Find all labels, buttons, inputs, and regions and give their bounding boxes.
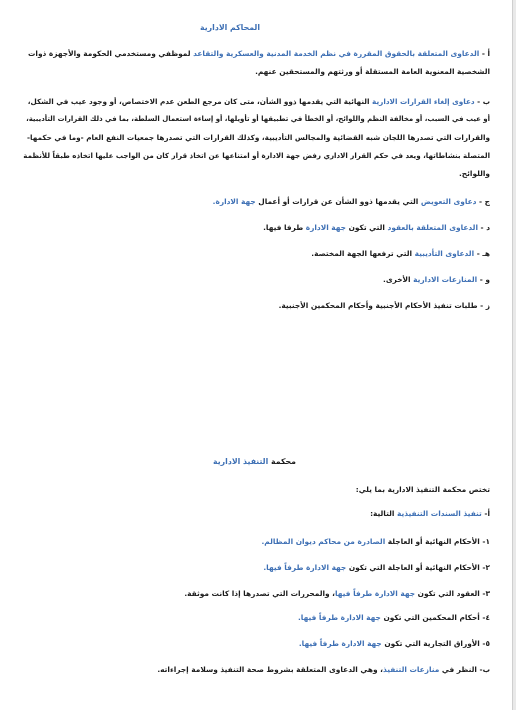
text-run: النهائية التي يقدمها ذوو الشأن، متى كان مرجع الطعن عدم الاختصاص، أو وجود عيب في الشكل،: [27, 97, 373, 106]
highlighted-term: جهة الادارة.: [212, 197, 256, 206]
highlighted-term: الصادرة من محاكم ديوان المظالم.: [261, 537, 386, 546]
section-title-administrative-courts: المحاكم الادارية: [200, 23, 261, 32]
highlighted-term: جهة الادارة طرفاً فيها: [335, 589, 416, 598]
section2-title-link: التنفيذ الادارية: [213, 457, 269, 466]
item-b-line5: واللوائح.: [459, 169, 490, 178]
text-run: التي تكون: [346, 223, 388, 232]
text-run: ب- النظر في: [439, 665, 490, 674]
item-b-line4: المتصلة بنشاطاتها، ويعد في حكم القرار الاداري رفض جهة الادارة أو امتناعها عن اتخاذ قرار كان من الواجب عليها اتخاذه طبقاً للأنظمة: [23, 151, 490, 160]
text-run: التي يقدمها ذوو الشأن عن قرارات أو أعمال: [255, 197, 421, 206]
item-e: [311, 248, 490, 259]
item-a-line2: الشخصية المعنوية العامة المستقلة أو ورثتهم والمستحقين عنهم.: [255, 67, 490, 76]
execution-item-4: [298, 612, 490, 623]
highlighted-term: المنازعات الادارية: [413, 275, 478, 284]
text-run: ١- الأحكام النهائية أو العاجلة: [385, 537, 490, 546]
section2-sub-a: [370, 508, 490, 519]
highlighted-term: الدعاوى المتعلقة بالحقوق المقررة في نظم الخدمة المدنية والعسكرية والتقاعد: [193, 49, 480, 58]
highlighted-term: تنفيذ السندات التنفيذية: [396, 509, 482, 518]
text-run: ٤- أحكام المحكمين التي تكون: [380, 613, 490, 622]
section2-title-prefix: محكمة: [268, 457, 296, 466]
text-run: أ -: [479, 49, 490, 58]
highlighted-term: منازعات التنفيذ: [382, 665, 440, 674]
text-run: و -: [477, 275, 490, 284]
highlighted-term: دعاوى إلغاء القرارات الادارية: [372, 97, 475, 106]
item-d: [263, 222, 490, 233]
text-run: أ-: [481, 509, 490, 518]
text-run: ، والمحررات التي تصدرها إذا كانت موثقة.: [184, 589, 335, 598]
highlighted-term: الدعاوى التأديبية: [414, 249, 475, 258]
highlighted-term: جهة الادارة طرفاً فيها.: [263, 563, 347, 572]
execution-item-5: [299, 638, 490, 649]
text-run: ٢- الأحكام النهائية أو العاجلة التي تكون: [346, 563, 490, 572]
item-b-line1: [28, 96, 490, 107]
item-b-line3: والقرارات التي تصدرها اللجان شبه القضائية والمجالس التأديبية، وكذلك القرارات التي تصدرها جمعيات النفع العام -وما في حكمها-: [27, 133, 490, 142]
text-run: الأخرى.: [383, 275, 414, 284]
text-run: لموظفي ومستخدمي الحكومة والأجهزة ذوات: [28, 49, 194, 58]
text-run: التالية:: [370, 509, 397, 518]
text-run: ز - طلبات تنفيذ الأحكام الأجنبية وأحكام المحكمين الأجنبية.: [278, 301, 490, 310]
highlighted-term: جهة الادارة: [305, 223, 346, 232]
text-run: التي ترفعها الجهة المختصة.: [311, 249, 415, 258]
execution-item-3: [184, 588, 490, 599]
item-a-line1: [28, 48, 490, 59]
highlighted-term: جهة الادارة طرفاً فيها.: [297, 613, 381, 622]
section-title-execution-court: [213, 456, 296, 468]
highlighted-term: الدعاوى المتعلقة بالعقود: [387, 223, 478, 232]
section2-sub-b: [157, 664, 490, 675]
execution-item-2: [263, 562, 490, 573]
item-f: [383, 274, 490, 285]
text-run: طرفا فيها.: [263, 223, 306, 232]
text-run: ، وهي الدعاوى المتعلقة بشروط صحة التنفيذ وسلامة إجراءاته.: [157, 665, 383, 674]
text-run: ٣- العقود التي تكون: [415, 589, 490, 598]
section2-intro: تختص محكمة التنفيذ الادارية بما يلي:: [355, 485, 490, 494]
execution-item-1: [262, 536, 491, 547]
item-b-line2: أو عيب في السبب، أو مخالفة النظم واللوائح، أو الخطأ في تطبيقها أو تأويلها، أو إساءة استعمال السلطة، بما في ذلك القرارات التأديبية،: [26, 115, 490, 123]
text-run: ب -: [474, 97, 490, 106]
text-run: هـ -: [474, 249, 490, 258]
highlighted-term: دعاوى التعويض: [420, 197, 477, 206]
text-run: ج -: [476, 197, 490, 206]
item-c: [213, 196, 490, 207]
item-g: [279, 300, 490, 311]
text-run: ٥- الأوراق التجارية التي تكون: [381, 639, 490, 648]
highlighted-term: جهة الادارة طرفاً فيها.: [298, 639, 382, 648]
text-run: د -: [477, 223, 490, 232]
